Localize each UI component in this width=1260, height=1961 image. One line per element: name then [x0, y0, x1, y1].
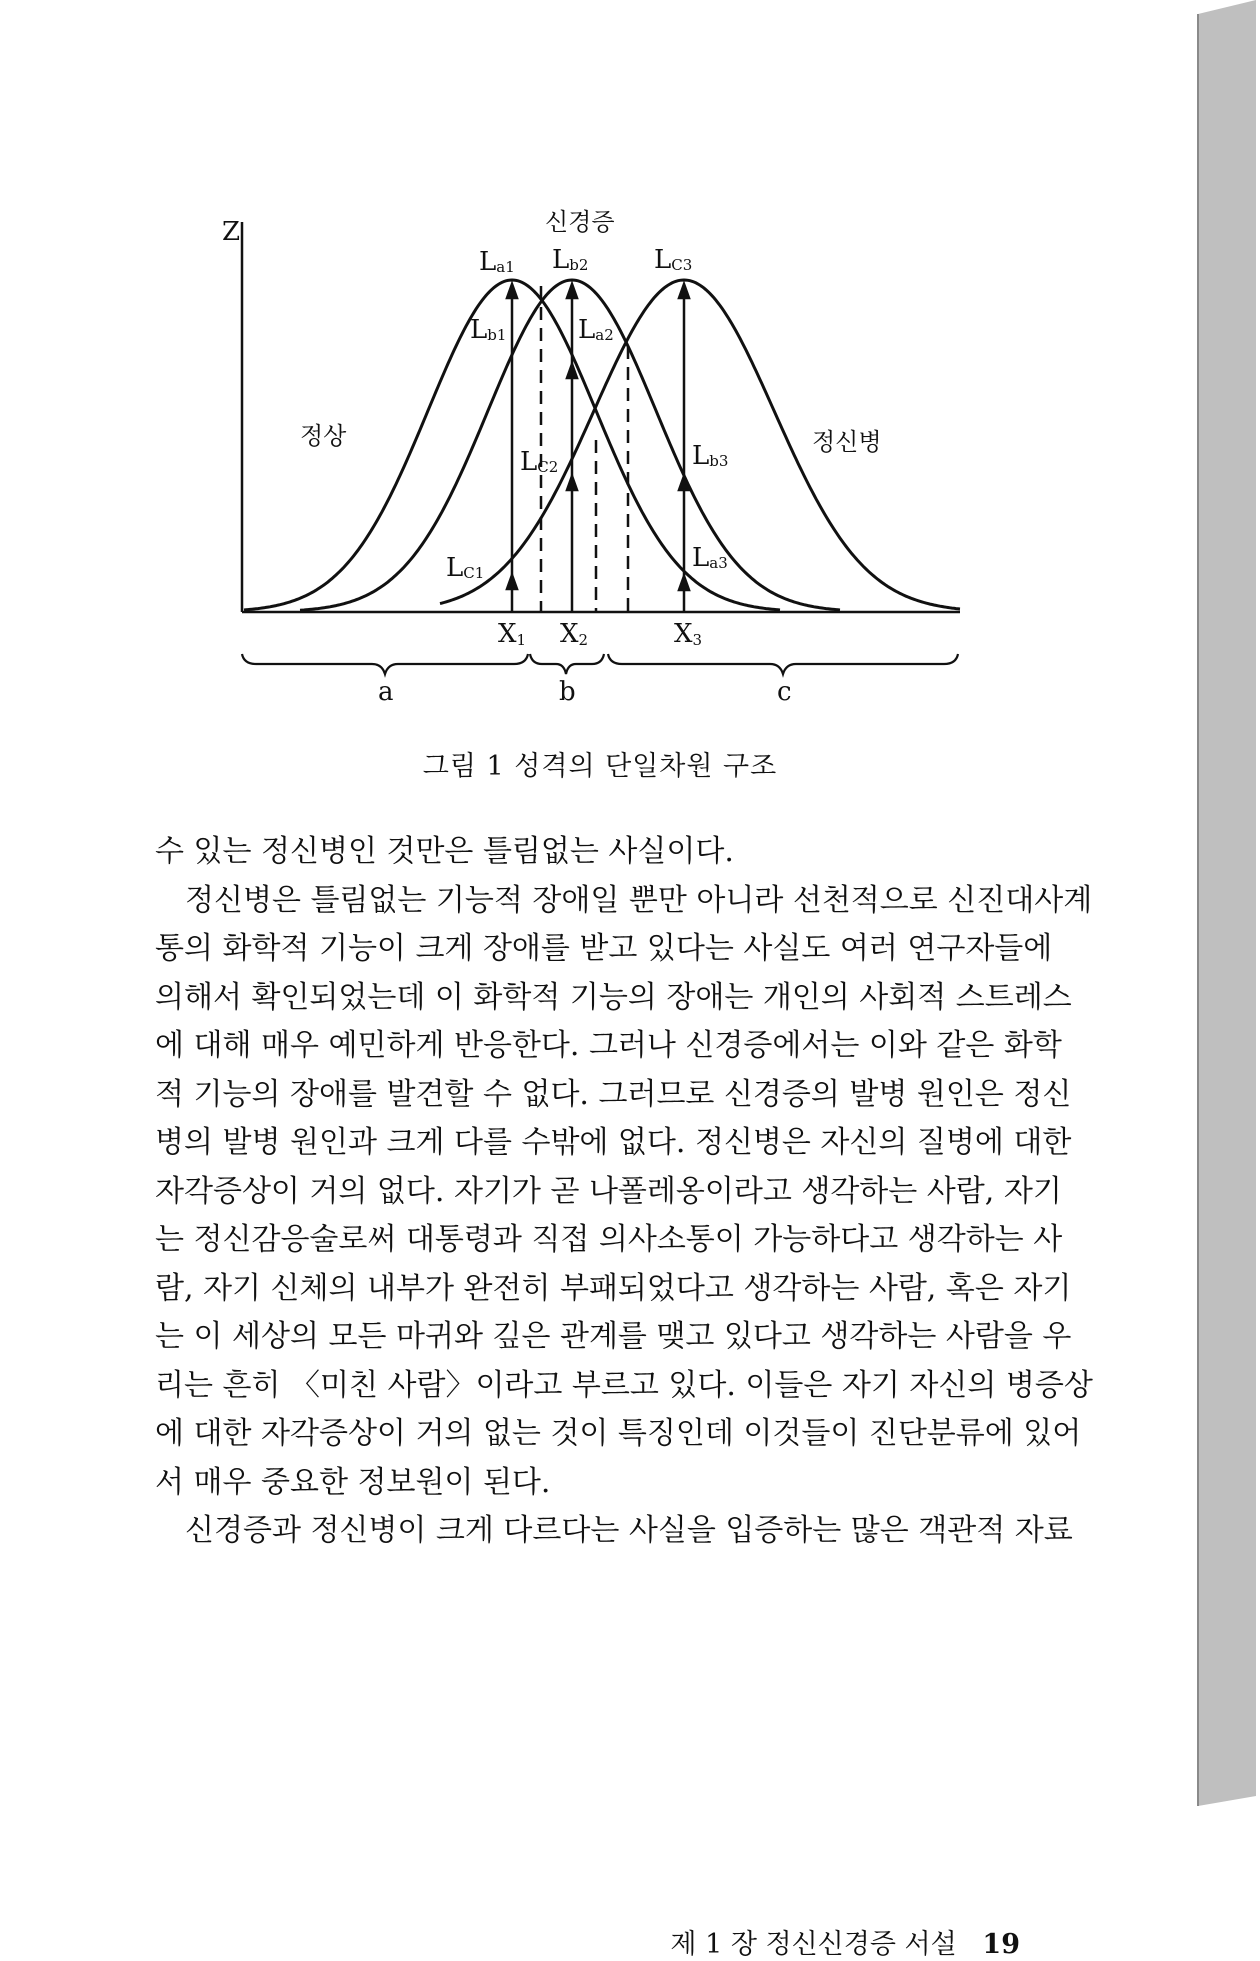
text-line: 신경증과 정신병이 크게 다르다는 사실을 입증하는 많은 객관적 자료: [185, 1513, 1073, 1548]
arrow-x1-head-top: [507, 284, 517, 298]
text-line: 람, 자기 신체의 내부가 완전히 부패되었다고 생각하는 사람, 혹은 자기: [155, 1270, 1072, 1306]
text-line: 병의 발병 원인과 크게 다를 수밖에 없다. 정신병은 자신의 질병에 대한: [155, 1125, 1072, 1160]
tick-x2: X2: [560, 619, 589, 649]
arrow-x3-head-top: [679, 284, 689, 298]
z-axis-label: Z: [222, 217, 241, 247]
text-line: 적 기능의 장애를 발견할 수 없다. 그러므로 신경증의 발병 원인은 정신: [155, 1076, 1072, 1112]
brace-label-a: a: [378, 677, 394, 707]
label-normal: 정상: [300, 422, 347, 450]
label-La1: La1: [479, 247, 515, 277]
label-psychosis: 정신병: [812, 428, 882, 456]
text-line: 의해서 확인되었는데 이 화학적 기능의 장애는 개인의 사회적 스트레스: [155, 979, 1072, 1015]
label-neurosis: 신경증: [545, 208, 615, 236]
arrow-x2-head-bottom: [567, 476, 577, 490]
text-line: 자각증상이 거의 없다. 자기가 곧 나폴레옹이라고 생각하는 사람, 자기: [155, 1173, 1062, 1209]
tick-x1: X1: [498, 619, 527, 649]
arrow-x3-head-bottom: [679, 576, 689, 590]
curve-neurosis: [300, 280, 840, 610]
text-line: 에 대해 매우 예민하게 반응한다. 그러나 신경증에서는 이와 같은 화학: [155, 1028, 1062, 1063]
arrow-x3-head-mid: [679, 476, 689, 490]
text-line: 서 매우 중요한 정보원이 된다.: [155, 1464, 551, 1500]
label-Lc2: LC2: [520, 447, 559, 477]
arrow-x1-head-bottom: [507, 575, 517, 589]
arrow-x2-head-top: [567, 284, 577, 298]
label-Lc3: LC3: [654, 245, 693, 275]
figure-caption: 그림 1 성격의 단일차원 구조: [422, 751, 778, 782]
page-number: 19: [982, 1929, 1020, 1960]
label-Lb2: Lb2: [552, 245, 589, 275]
text-line: 는 정신감응술로써 대통령과 직접 의사소통이 가능하다고 생각하는 사: [155, 1222, 1063, 1257]
label-Lc1: LC1: [446, 553, 485, 583]
label-Lb1: Lb1: [470, 315, 507, 345]
text-line: 수 있는 정신병인 것만은 틀림없는 사실이다.: [155, 834, 734, 869]
label-La3: La3: [692, 543, 728, 573]
text-line: 정신병은 틀림없는 기능적 장애일 뿐만 아니라 선천적으로 신진대사계: [185, 882, 1093, 918]
label-Lb3: Lb3: [692, 441, 729, 471]
page-footer: [0, 1922, 1020, 1961]
brace-label-b: b: [559, 677, 576, 707]
text-line: 에 대한 자각증상이 거의 없는 것이 특징인데 이것들이 진단분류에 있어: [155, 1416, 1082, 1451]
page-edge-shadow: [1198, 0, 1256, 1806]
brace-a: [242, 654, 528, 674]
label-La2: La2: [578, 315, 614, 345]
tick-x3: X3: [674, 619, 703, 649]
text-line: 통의 화학적 기능이 크게 장애를 받고 있다는 사실도 여러 연구자들에: [155, 931, 1053, 966]
chapter-title: 제 1 장 정신신경증 서설: [670, 1929, 957, 1960]
text-line: 는 이 세상의 모든 마귀와 깊은 관계를 맺고 있다고 생각하는 사람을 우: [155, 1319, 1072, 1354]
body-text: [155, 828, 1093, 1556]
brace-c: [608, 654, 958, 674]
brace-label-c: c: [777, 677, 792, 707]
text-line: 리는 흔히 〈미친 사람〉이라고 부르고 있다. 이들은 자기 자신의 병증상: [155, 1367, 1093, 1403]
brace-b: [530, 654, 604, 674]
